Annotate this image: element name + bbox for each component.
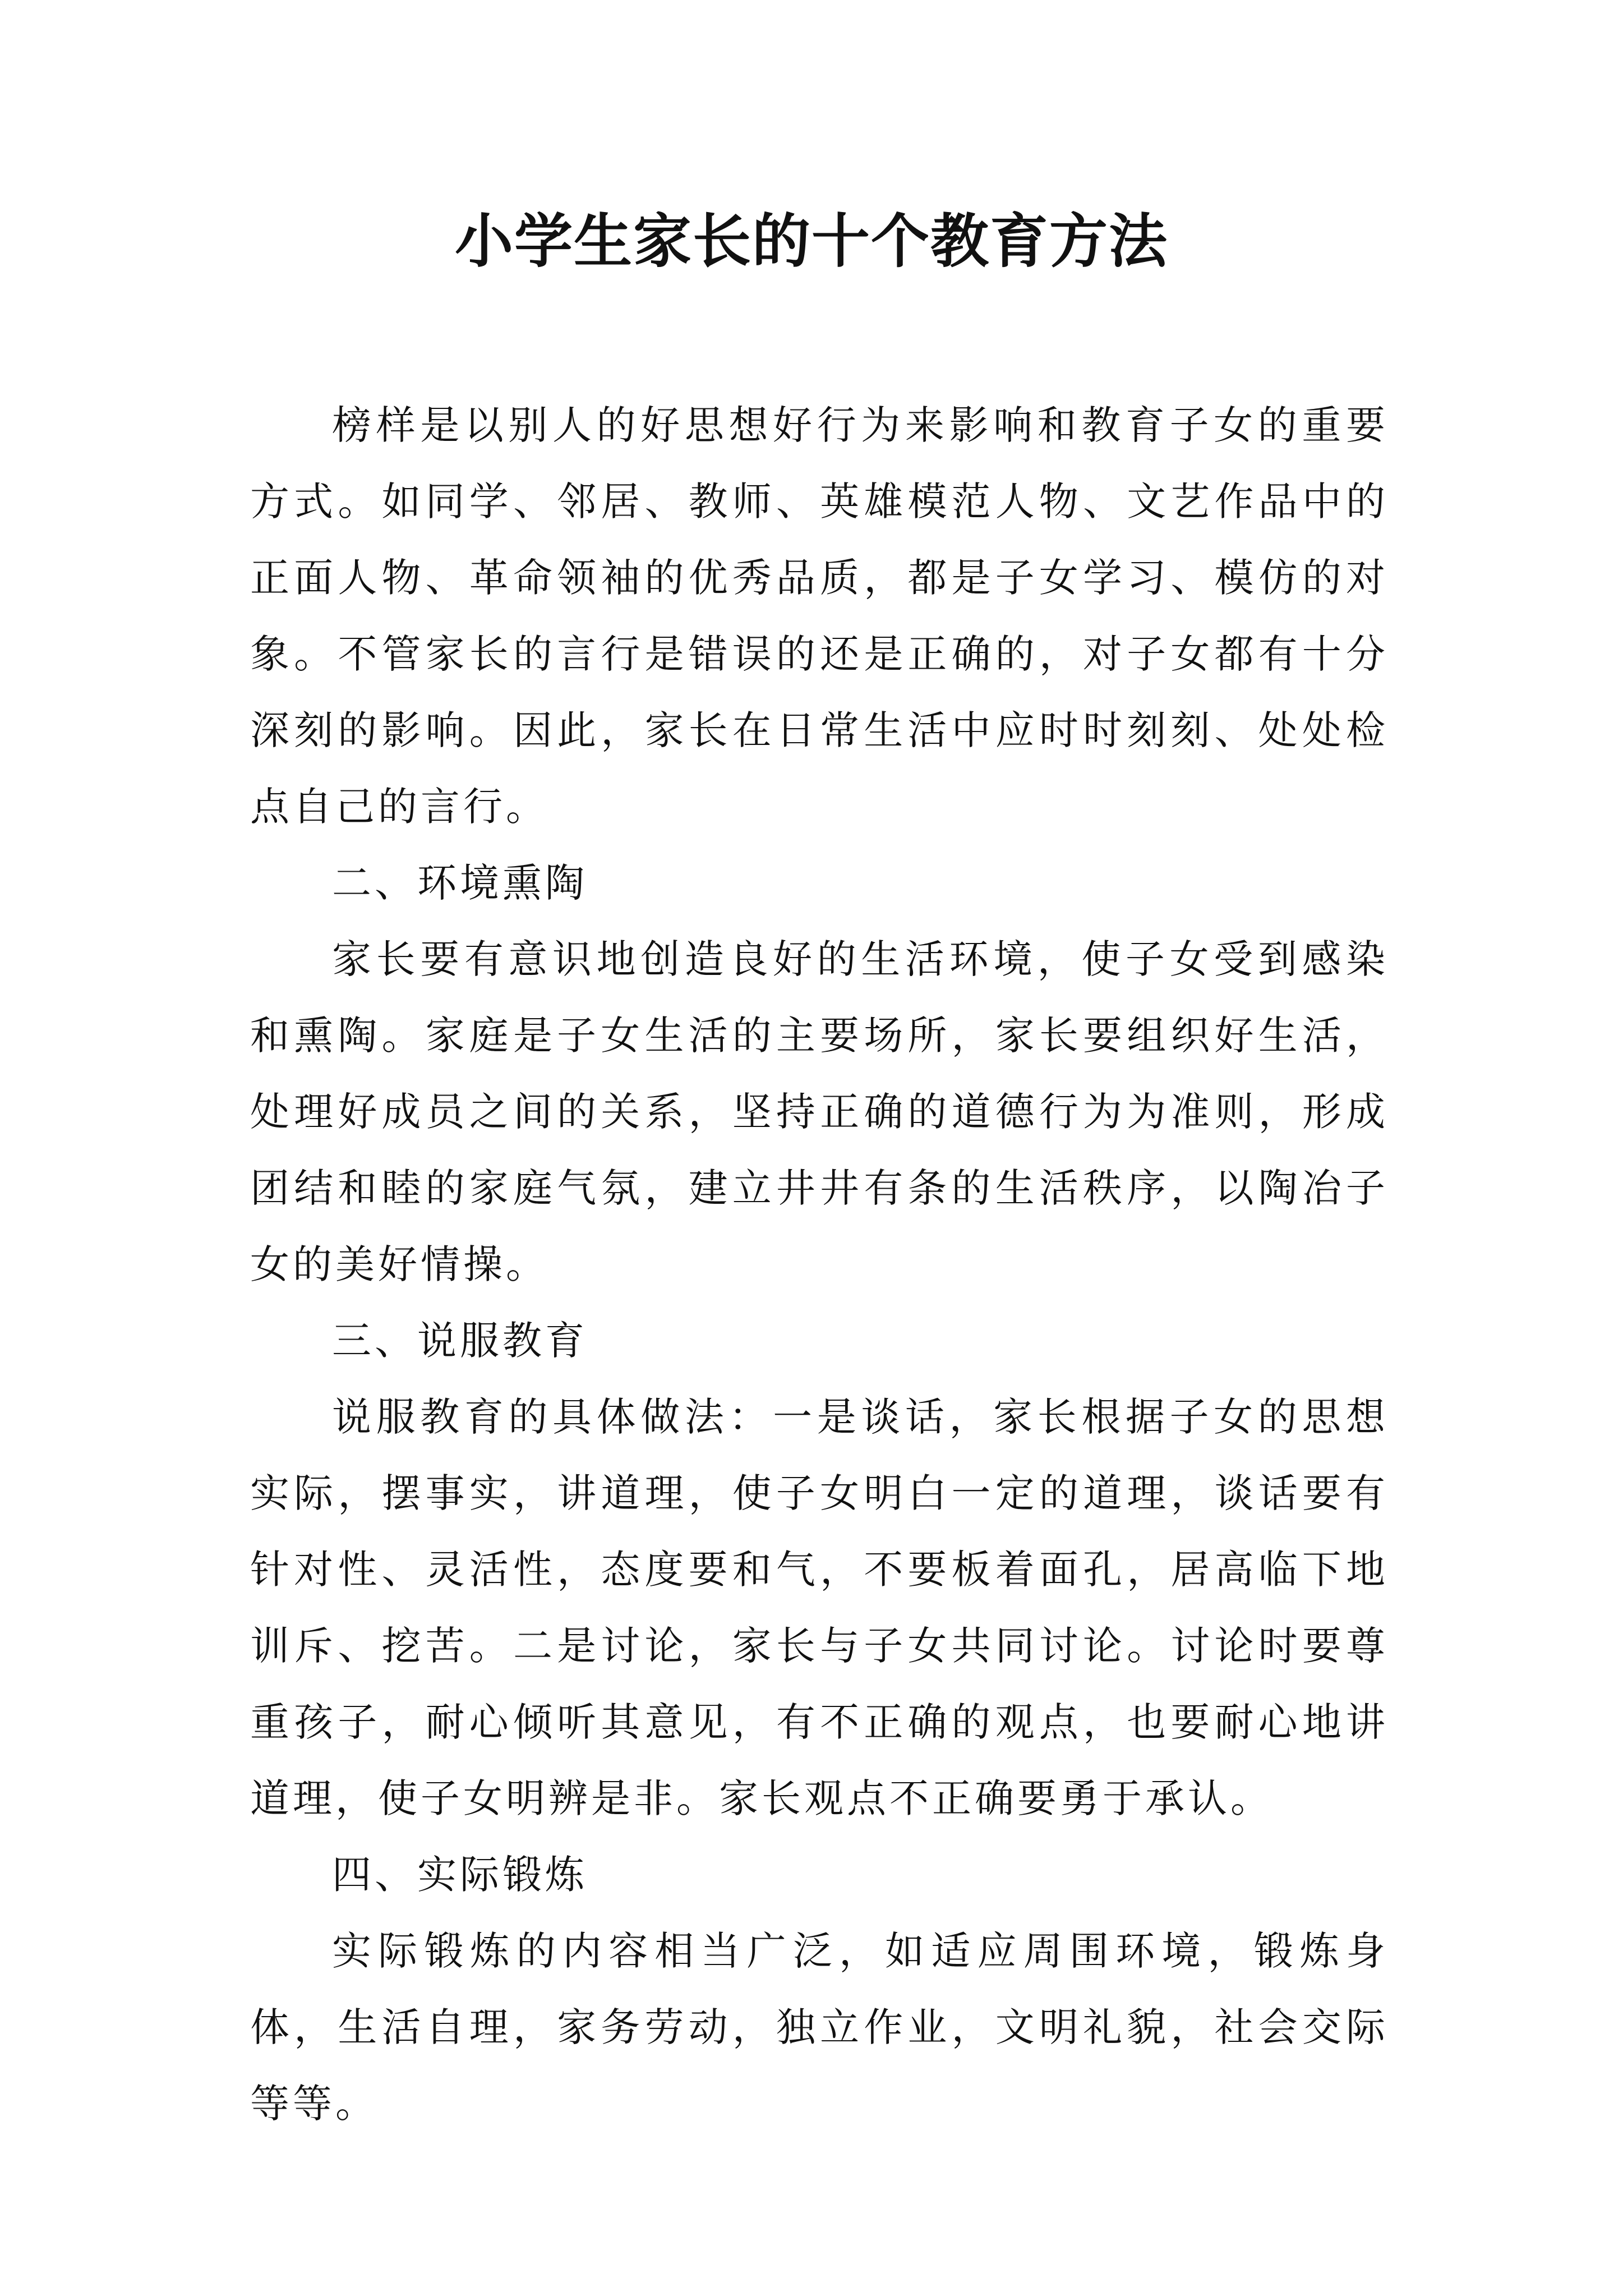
section-heading-practice: 四、实际锻炼	[332, 1852, 588, 1898]
paragraph-practice: 实际锻炼的内容相当广泛，如适应周围环境，锻炼身体，生活自理，家务劳动，独立作业，文明礼貌，社会交际等等。	[250, 1928, 1389, 2127]
section-heading-persuasion: 三、说服教育	[332, 1318, 588, 1364]
paragraph-role-model: 榜样是以别人的好思想好行为来影响和教育子女的重要方式。如同学、邻居、教师、英雄模范人物、文艺作品中的正面人物、革命领袖的优秀品质，都是子女学习、模仿的对象。不管家长的言行是错误的还是正确的，对子女都有十分深刻的影响。因此，家长在日常生活中应时时刻刻、处处检点自己的言行。	[250, 402, 1389, 830]
document-title: 小学生家长的十个教育方法	[454, 206, 1168, 275]
document-body	[250, 387, 1389, 2142]
section-heading-environment: 二、环境熏陶	[332, 860, 588, 906]
paragraph-environment: 家长要有意识地创造良好的生活环境，使子女受到感染和熏陶。家庭是子女生活的主要场所，家长要组织好生活，处理好成员之间的关系，坚持正确的道德行为为准则，形成团结和睦的家庭气氛，建立井井有条的生活秩序，以陶冶子女的美好情操。	[250, 936, 1389, 1287]
paragraph-persuasion: 说服教育的具体做法：一是谈话，家长根据子女的思想实际，摆事实，讲道理，使子女明白一定的道理，谈话要有针对性、灵活性，态度要和气，不要板着面孔，居高临下地训斥、挖苦。二是讨论，家长与子女共同讨论。讨论时要尊重孩子，耐心倾听其意见，有不正确的观点，也要耐心地讲道理，使子女明辨是非。家长观点不正确要勇于承认。	[250, 1394, 1389, 1821]
